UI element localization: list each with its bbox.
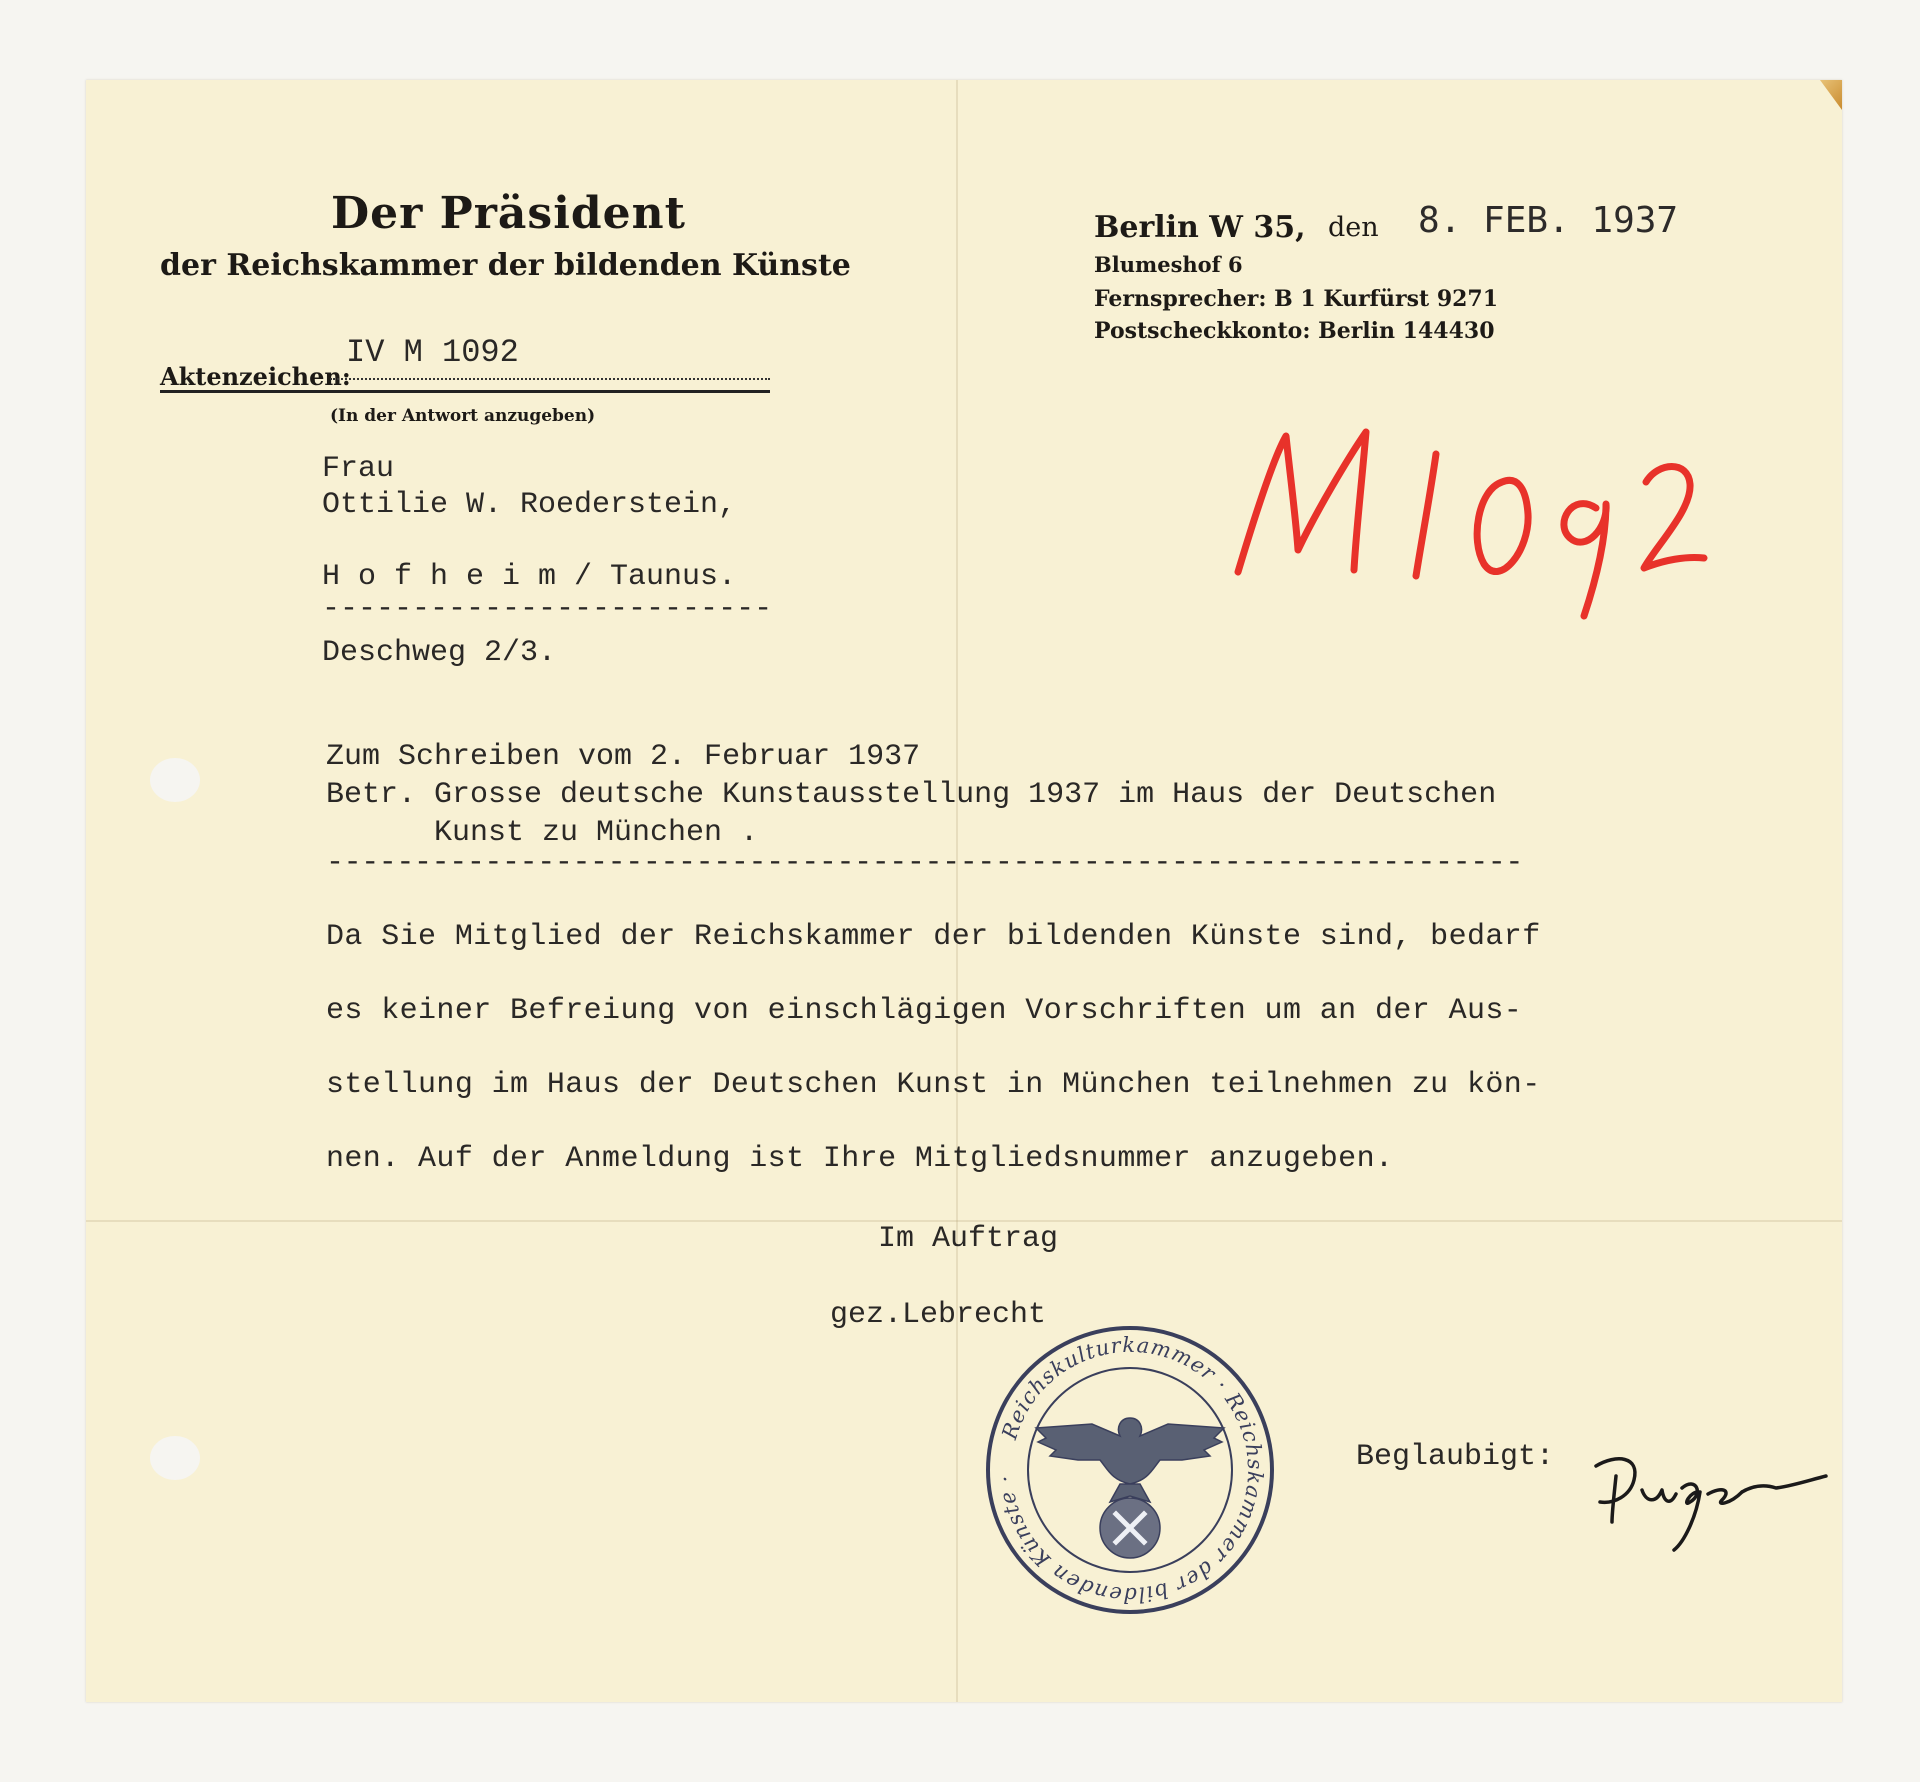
- reference-value: IV M 1092: [346, 334, 519, 371]
- letterhead-title: Der Präsident: [331, 188, 686, 239]
- body-line-2: es keiner Befreiung von einschlägigen Vorschriften um an der Aus-: [326, 994, 1523, 1028]
- subject-reference: Zum Schreiben vom 2. Februar 1937: [326, 740, 921, 774]
- sender-den: den: [1328, 212, 1379, 243]
- recipient-street: Deschweg 2/3.: [322, 636, 557, 670]
- fold-line-vertical: [956, 80, 958, 1702]
- reference-dotted-line: [330, 378, 770, 380]
- body-line-4: nen. Auf der Anmeldung ist Ihre Mitgliedsnummer anzugeben.: [326, 1142, 1394, 1176]
- punch-hole-top: [150, 758, 200, 802]
- date-stamp: 8. FEB. 1937: [1418, 200, 1679, 241]
- red-handwritten-mark: [1226, 420, 1786, 630]
- subject-line: Betr. Grosse deutsche Kunstausstellung 1937 im Haus der Deutschen: [326, 778, 1497, 812]
- letter-sheet: [86, 80, 1842, 1702]
- handwritten-signature: [1586, 1446, 1836, 1556]
- closing-certified: Beglaubigt:: [1356, 1440, 1555, 1474]
- letterhead-subtitle: der Reichskammer der bildenden Künste: [160, 248, 851, 283]
- reference-label: Aktenzeichen:: [160, 362, 351, 391]
- official-seal: [980, 1320, 1280, 1620]
- sender-city: Berlin W 35,: [1094, 210, 1306, 245]
- body-line-1: Da Sie Mitglied der Reichskammer der bildenden Künste sind, bedarf: [326, 920, 1541, 954]
- recipient-city: H o f h e i m / Taunus.: [322, 560, 737, 594]
- reference-note: (In der Antwort anzugeben): [330, 406, 596, 426]
- punch-hole-bottom: [150, 1436, 200, 1480]
- sender-postcheck: Postscheckkonto: Berlin 144430: [1094, 318, 1495, 344]
- reference-underline: [160, 390, 770, 393]
- closing-signed: gez.Lebrecht: [830, 1298, 1047, 1332]
- body-line-3: stellung im Haus der Deutschen Kunst in München teilnehmen zu kön-: [326, 1068, 1541, 1102]
- recipient-salutation: Frau: [322, 452, 395, 486]
- closing-in-auftrag: Im Auftrag: [878, 1222, 1059, 1256]
- sender-street: Blumeshof 6: [1094, 252, 1243, 277]
- sender-phone: Fernsprecher: B 1 Kurfürst 9271: [1094, 286, 1499, 312]
- torn-corner: [1820, 80, 1842, 110]
- subject-divider: --------------------------------------------------------------------: [326, 846, 1523, 880]
- svg-text:Reichskulturkammer · Reichskam: Reichskulturkammer · Reichskammer der bildenden Künste ·: [993, 1332, 1268, 1608]
- recipient-divider: -------------------------: [322, 592, 773, 626]
- subject-line-cont: Kunst zu München .: [326, 816, 759, 850]
- recipient-name: Ottilie W. Roederstein,: [322, 488, 737, 522]
